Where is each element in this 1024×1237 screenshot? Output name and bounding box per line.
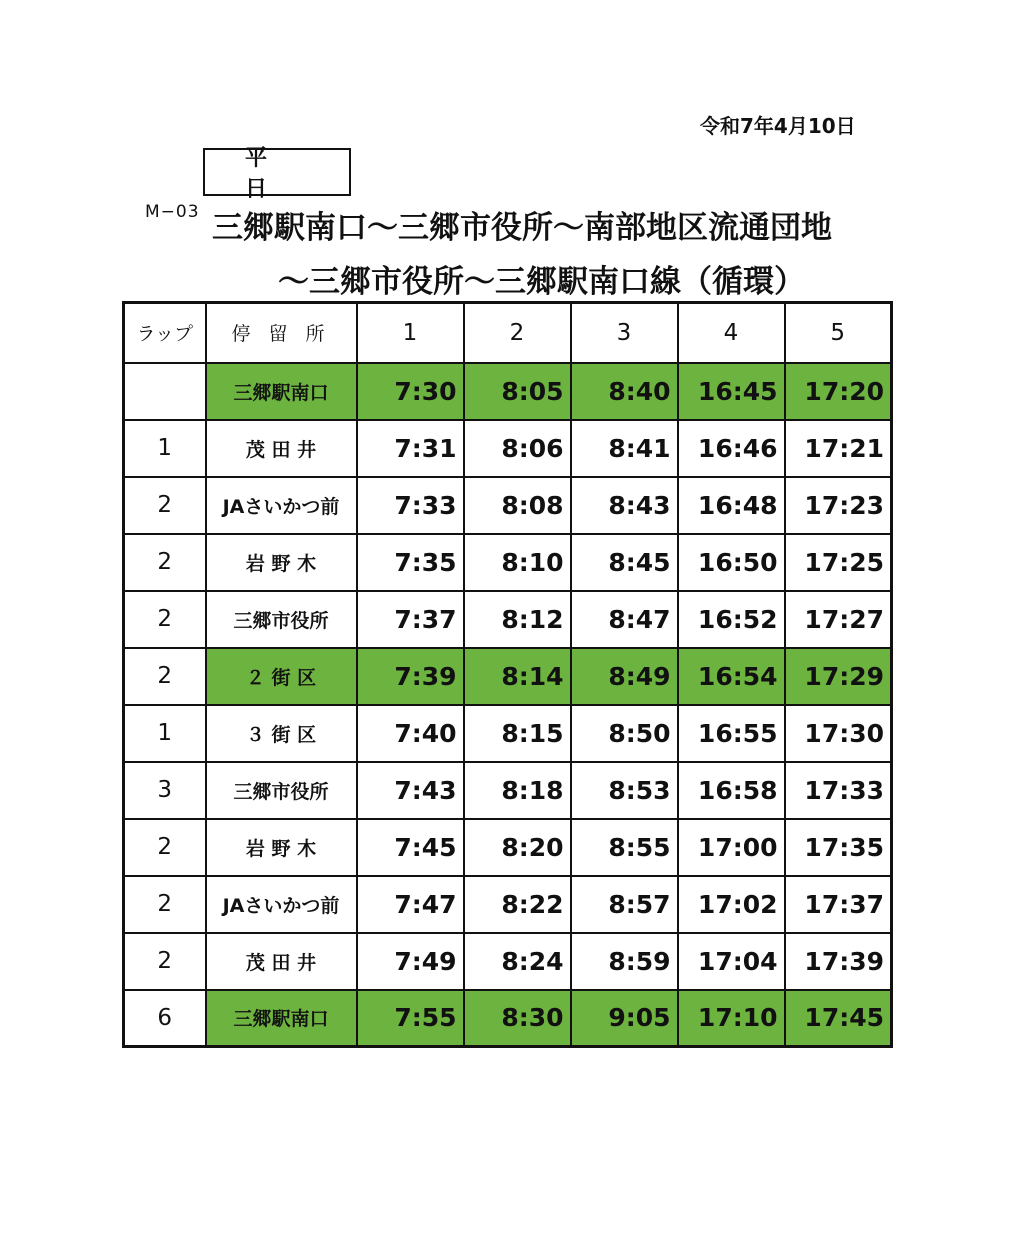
time-cell: 8:45 [571, 534, 678, 591]
timetable-header-row [124, 303, 892, 363]
time-cell: 8:22 [464, 876, 571, 933]
timetable [122, 301, 893, 1048]
time-cell: 8:10 [464, 534, 571, 591]
lap-cell: 2 [124, 648, 206, 705]
lap-cell: 2 [124, 477, 206, 534]
header-lap: ラップ [124, 303, 206, 363]
table-row [124, 876, 892, 933]
time-cell: 7:43 [357, 762, 464, 819]
table-row [124, 534, 892, 591]
time-cell: 16:54 [678, 648, 785, 705]
table-row [124, 933, 892, 990]
lap-cell: 1 [124, 420, 206, 477]
time-cell: 17:39 [785, 933, 892, 990]
stop-name-cell: 三郷駅南口 [206, 990, 357, 1047]
lap-cell: 3 [124, 762, 206, 819]
time-cell: 7:35 [357, 534, 464, 591]
time-cell: 7:33 [357, 477, 464, 534]
time-cell: 7:49 [357, 933, 464, 990]
time-cell: 16:46 [678, 420, 785, 477]
lap-cell: 2 [124, 819, 206, 876]
table-row [124, 420, 892, 477]
table-row [124, 648, 892, 705]
stop-name-cell: ２ 街 区 [206, 648, 357, 705]
time-cell: 8:49 [571, 648, 678, 705]
stop-name-cell: 三郷市役所 [206, 762, 357, 819]
time-cell: 17:35 [785, 819, 892, 876]
time-cell: 8:50 [571, 705, 678, 762]
day-type-label: 平 日 [203, 148, 351, 196]
time-cell: 17:33 [785, 762, 892, 819]
stop-name-cell: 三郷駅南口 [206, 363, 357, 420]
time-cell: 16:55 [678, 705, 785, 762]
time-cell: 8:12 [464, 591, 571, 648]
time-cell: 7:37 [357, 591, 464, 648]
route-code: M−03 [145, 202, 200, 222]
stop-name-cell: 岩 野 木 [206, 534, 357, 591]
table-row [124, 762, 892, 819]
time-cell: 16:58 [678, 762, 785, 819]
time-cell: 17:25 [785, 534, 892, 591]
time-cell: 8:57 [571, 876, 678, 933]
time-cell: 8:05 [464, 363, 571, 420]
lap-cell [124, 363, 206, 420]
header-stop: 停 留 所 [206, 303, 357, 363]
time-cell: 8:41 [571, 420, 678, 477]
table-row [124, 477, 892, 534]
time-cell: 7:45 [357, 819, 464, 876]
table-row [124, 705, 892, 762]
time-cell: 7:31 [357, 420, 464, 477]
stop-name-cell: 三郷市役所 [206, 591, 357, 648]
time-cell: 8:08 [464, 477, 571, 534]
table-row [124, 363, 892, 420]
header-trip-1: 1 [357, 303, 464, 363]
time-cell: 8:55 [571, 819, 678, 876]
time-cell: 17:10 [678, 990, 785, 1047]
time-cell: 8:20 [464, 819, 571, 876]
table-row [124, 990, 892, 1047]
time-cell: 17:27 [785, 591, 892, 648]
stop-name-cell: 茂 田 井 [206, 933, 357, 990]
lap-cell: 2 [124, 534, 206, 591]
header-trip-4: 4 [678, 303, 785, 363]
issue-date: 令和7年4月10日 [700, 114, 856, 138]
time-cell: 7:30 [357, 363, 464, 420]
header-trip-3: 3 [571, 303, 678, 363]
time-cell: 8:24 [464, 933, 571, 990]
time-cell: 8:15 [464, 705, 571, 762]
table-row [124, 591, 892, 648]
time-cell: 8:18 [464, 762, 571, 819]
time-cell: 7:39 [357, 648, 464, 705]
table-row [124, 819, 892, 876]
lap-cell: 2 [124, 876, 206, 933]
header-trip-2: 2 [464, 303, 571, 363]
time-cell: 17:00 [678, 819, 785, 876]
time-cell: 16:45 [678, 363, 785, 420]
lap-cell: 1 [124, 705, 206, 762]
time-cell: 17:29 [785, 648, 892, 705]
stop-name-cell: JAさいかつ前 [206, 876, 357, 933]
stop-name-cell: 茂 田 井 [206, 420, 357, 477]
lap-cell: 6 [124, 990, 206, 1047]
stop-name-cell: JAさいかつ前 [206, 477, 357, 534]
time-cell: 7:47 [357, 876, 464, 933]
time-cell: 17:23 [785, 477, 892, 534]
time-cell: 7:40 [357, 705, 464, 762]
time-cell: 8:06 [464, 420, 571, 477]
time-cell: 17:21 [785, 420, 892, 477]
time-cell: 16:48 [678, 477, 785, 534]
time-cell: 8:30 [464, 990, 571, 1047]
time-cell: 8:14 [464, 648, 571, 705]
time-cell: 17:45 [785, 990, 892, 1047]
lap-cell: 2 [124, 933, 206, 990]
header-trip-5: 5 [785, 303, 892, 363]
time-cell: 17:04 [678, 933, 785, 990]
time-cell: 8:59 [571, 933, 678, 990]
time-cell: 8:43 [571, 477, 678, 534]
route-title-line-1: 三郷駅南口〜三郷市役所〜南部地区流通団地 [212, 210, 832, 246]
time-cell: 17:02 [678, 876, 785, 933]
time-cell: 8:40 [571, 363, 678, 420]
stop-name-cell: 岩 野 木 [206, 819, 357, 876]
lap-cell: 2 [124, 591, 206, 648]
stop-name-cell: ３ 街 区 [206, 705, 357, 762]
time-cell: 17:30 [785, 705, 892, 762]
time-cell: 7:55 [357, 990, 464, 1047]
time-cell: 17:20 [785, 363, 892, 420]
time-cell: 17:37 [785, 876, 892, 933]
time-cell: 8:53 [571, 762, 678, 819]
time-cell: 16:52 [678, 591, 785, 648]
time-cell: 8:47 [571, 591, 678, 648]
route-title-line-2: 〜三郷市役所〜三郷駅南口線（循環） [278, 264, 805, 300]
time-cell: 16:50 [678, 534, 785, 591]
time-cell: 9:05 [571, 990, 678, 1047]
